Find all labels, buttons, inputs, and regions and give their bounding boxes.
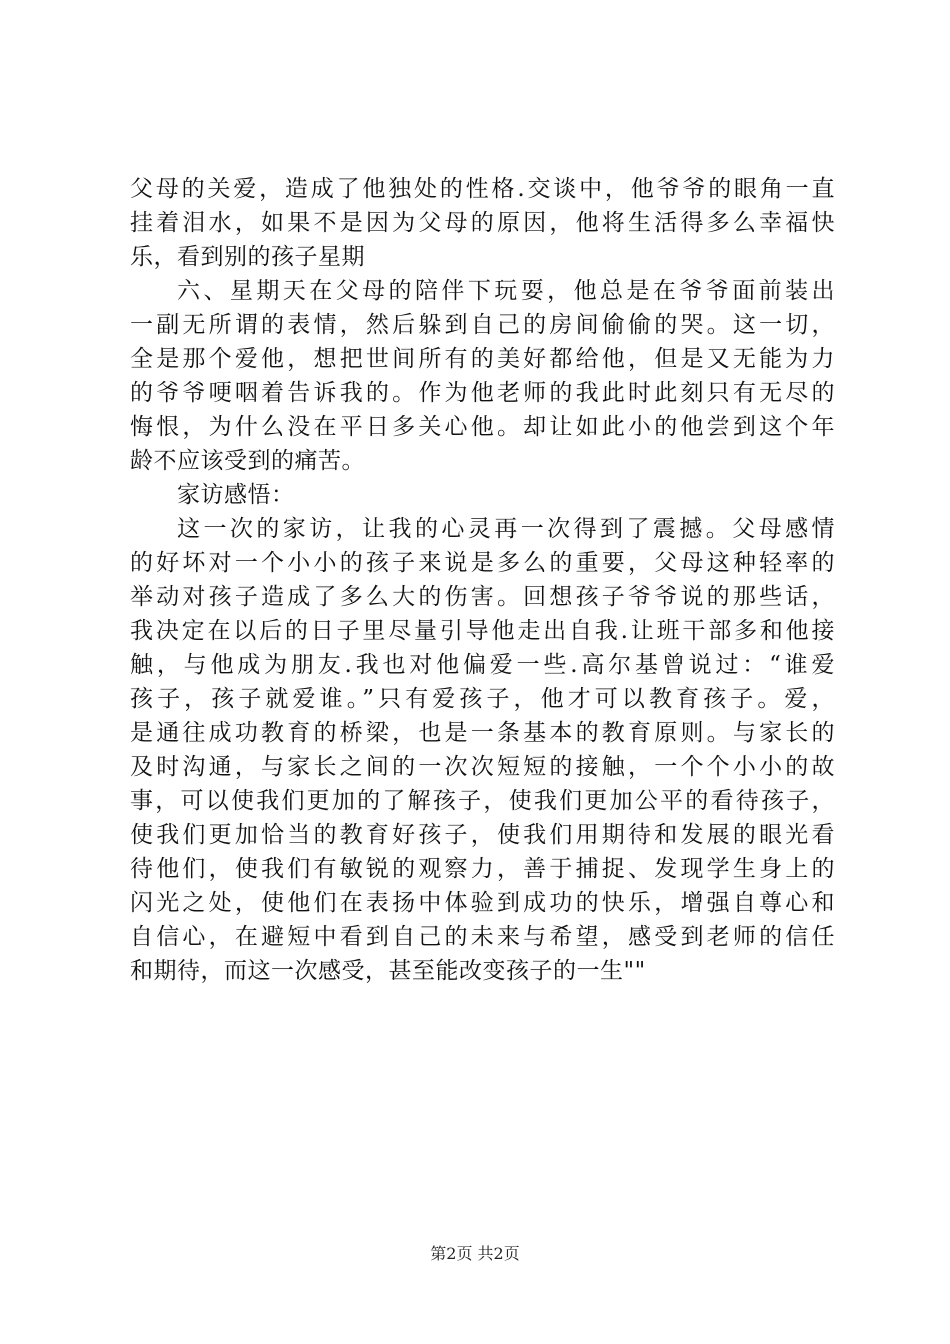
paragraph-start-line: 这一次的家访，让我的心灵再一次得到了震撼。父母感情	[177, 516, 835, 542]
page-number: 第2页 共2页	[430, 1244, 520, 1263]
text-line: 待他们，使我们有敏锐的观察力，善于捕捉、发现学生身上的	[130, 856, 835, 882]
paragraph-start-line: 六、星期天在父母的陪伴下玩耍，他总是在爷爷面前装出	[177, 278, 835, 304]
text-line: 全是那个爱他，想把世间所有的美好都给他，但是又无能为力	[130, 346, 835, 372]
text-line: 孩子，孩子就爱谁。”只有爱孩子，他才可以教育孩子。爱，	[130, 686, 835, 712]
text-line: 挂着泪水，如果不是因为父母的原因，他将生活得多么幸福快	[130, 210, 835, 236]
text-line: 父母的关爱，造成了他独处的性格.交谈中，他爷爷的眼角一直	[130, 176, 835, 202]
text-line: 的好坏对一个小小的孩子来说是多么的重要，父母这种轻率的	[130, 550, 835, 576]
text-line: 事，可以使我们更加的了解孩子，使我们更加公平的看待孩子，	[130, 788, 835, 814]
text-line: 我决定在以后的日子里尽量引导他走出自我.让班干部多和他接	[130, 618, 835, 644]
text-line: 自信心，在避短中看到自己的未来与希望，感受到老师的信任	[130, 924, 835, 950]
text-line: 悔恨，为什么没在平日多关心他。却让如此小的他尝到这个年	[130, 414, 835, 440]
text-line: 闪光之处，使他们在表扬中体验到成功的快乐，增强自尊心和	[130, 890, 835, 916]
document-body	[130, 172, 835, 988]
text-line: 使我们更加恰当的教育好孩子，使我们用期待和发展的眼光看	[130, 822, 835, 848]
page-footer	[0, 1244, 950, 1264]
text-line: 乐，看到别的孩子星期	[130, 244, 365, 270]
section-heading: 家访感悟：	[177, 482, 295, 508]
text-line: 是通往成功教育的桥梁，也是一条基本的教育原则。与家长的	[130, 720, 835, 746]
text-line: 一副无所谓的表情，然后躲到自己的房间偷偷的哭。这一切，	[130, 312, 835, 338]
text-line: 的爷爷哽咽着告诉我的。作为他老师的我此时此刻只有无尽的	[130, 380, 835, 406]
text-line: 和期待，而这一次感受，甚至能改变孩子的一生""	[130, 958, 646, 984]
text-line: 举动对孩子造成了多么大的伤害。回想孩子爷爷说的那些话，	[130, 584, 835, 610]
text-line: 及时沟通，与家长之间的一次次短短的接触，一个个小小的故	[130, 754, 835, 780]
text-line: 龄不应该受到的痛苦。	[130, 448, 365, 474]
text-line: 触，与他成为朋友.我也对他偏爱一些.高尔基曾说过：“谁爱	[130, 652, 835, 678]
